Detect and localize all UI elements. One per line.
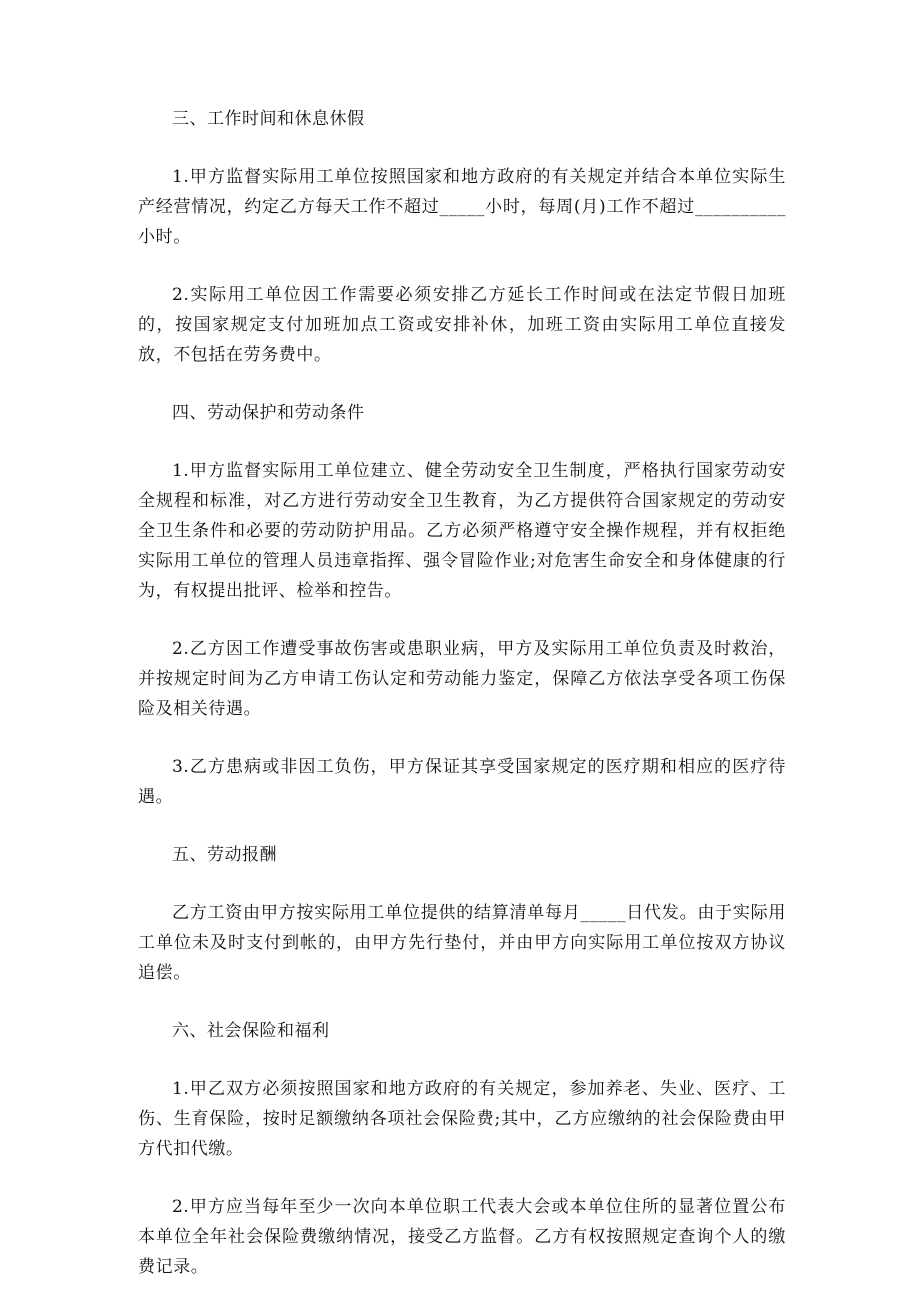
clause-work-hours-2: 2.实际用工单位因工作需要必须安排乙方延长工作时间或在法定节假日加班的，按国家规定支付加班加点工资或安排补休，加班工资由实际用工单位直接发放，不包括在劳务费中。: [138, 285, 786, 365]
document-page: [138, 104, 786, 1310]
clause-remuneration: 乙方工资由甲方按实际用工单位提供的结算清单每月_____日代发。由于实际用工单位未及时支付到帐的，由甲方先行垫付，并由甲方向实际用工单位按双方协议追偿。: [138, 903, 786, 983]
clause-labor-protection-2: 2.乙方因工作遭受事故伤害或患职业病，甲方及实际用工单位负责及时救治，并按规定时间为乙方申请工伤认定和劳动能力鉴定，保障乙方依法享受各项工伤保险及相关待遇。: [138, 639, 786, 719]
section-heading-remuneration: 五、劳动报酬: [172, 845, 277, 865]
section-heading-work-hours: 三、工作时间和休息休假: [172, 109, 365, 129]
section-heading-labor-protection: 四、劳动保护和劳动条件: [172, 403, 365, 423]
clause-work-hours-1: 1.甲方监督实际用工单位按照国家和地方政府的有关规定并结合本单位实际生产经营情况，约定乙方每天工作不超过_____小时，每周(月)工作不超过__________小时。: [138, 167, 786, 247]
clause-labor-protection-1: 1.甲方监督实际用工单位建立、健全劳动安全卫生制度，严格执行国家劳动安全规程和标准，对乙方进行劳动安全卫生教育，为乙方提供符合国家规定的劳动安全卫生条件和必要的劳动防护用品。乙方必须严格遵守安全操作规程，并有权拒绝实际用工单位的管理人员违章指挥、强令冒险作业;对危害生命安全和身体健康的行为，有权提出批评、检举和控告。: [138, 461, 786, 601]
clause-labor-protection-3: 3.乙方患病或非因工负伤，甲方保证其享受国家规定的医疗期和相应的医疗待遇。: [138, 757, 786, 807]
clause-social-insurance-2: 2.甲方应当每年至少一次向本单位职工代表大会或本单位住所的显著位置公布本单位全年社会保险费缴纳情况，接受乙方监督。乙方有权按照规定查询个人的缴费记录。: [138, 1197, 786, 1277]
clause-social-insurance-1: 1.甲乙双方必须按照国家和地方政府的有关规定，参加养老、失业、医疗、工伤、生育保险，按时足额缴纳各项社会保险费;其中，乙方应缴纳的社会保险费由甲方代扣代缴。: [138, 1079, 786, 1159]
section-heading-social-insurance: 六、社会保险和福利: [172, 1021, 330, 1041]
